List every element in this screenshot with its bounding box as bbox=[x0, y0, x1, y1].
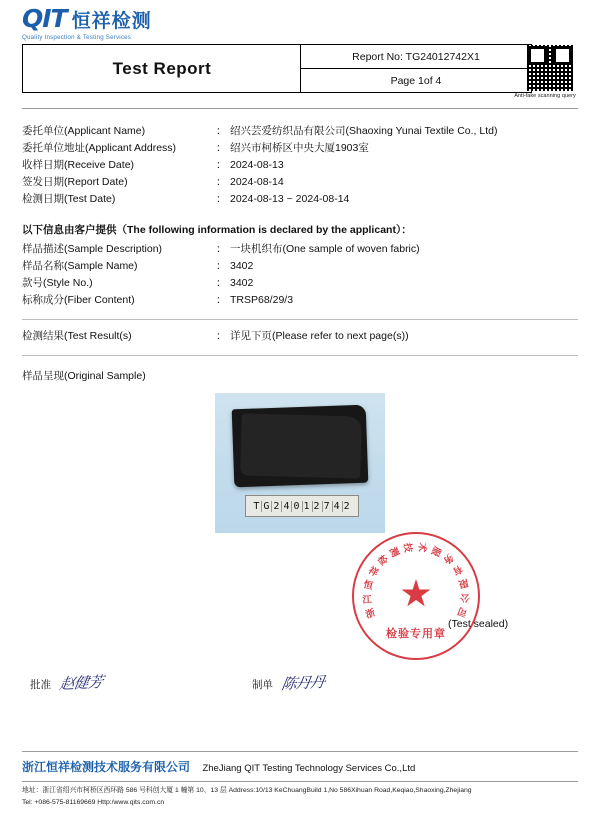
tag-char: 2 bbox=[313, 500, 321, 512]
declared-info-heading: 以下信息由客户提供（The following information is declared by the applicant）： bbox=[22, 224, 412, 236]
approver-label: 批准 bbox=[30, 679, 51, 691]
info-label: 委托单位(Applicant Name) bbox=[22, 125, 146, 137]
info-colon: ： bbox=[216, 243, 227, 255]
sample-id-tag bbox=[245, 495, 359, 517]
info-colon: ： bbox=[216, 193, 227, 205]
sample-photo bbox=[215, 393, 385, 533]
seal-arc-char: 恒 bbox=[362, 579, 375, 593]
info-value: 2024-08-13 bbox=[230, 159, 284, 171]
info-label: 签发日期(Report Date) bbox=[22, 176, 128, 188]
info-colon: ： bbox=[216, 159, 227, 171]
seal-arc-char: 技 bbox=[401, 542, 414, 554]
info-value: TRSP68/29/3 bbox=[230, 294, 294, 306]
info-label: 样品描述(Sample Description) bbox=[22, 243, 163, 255]
signature-row bbox=[22, 668, 578, 694]
seal-arc-char: 测 bbox=[386, 545, 401, 560]
header-divider bbox=[22, 108, 578, 109]
page-number: Page 1of 4 bbox=[390, 74, 442, 87]
info-colon: ： bbox=[216, 277, 227, 289]
info-label: 委托单位地址(Applicant Address) bbox=[22, 142, 177, 154]
info-value: 绍兴市柯桥区中央大厦1903室 bbox=[230, 142, 369, 154]
tag-char: G bbox=[263, 500, 271, 512]
info-value: 一块机织布(One sample of woven fabric) bbox=[230, 243, 420, 255]
report-title-box bbox=[22, 44, 301, 93]
tag-char: 2 bbox=[343, 500, 351, 512]
result-divider-top bbox=[22, 319, 578, 320]
info-value: 2024-08-14 bbox=[230, 176, 284, 188]
info-row bbox=[22, 157, 578, 174]
page-title: Test Report bbox=[112, 58, 212, 78]
report-meta-box bbox=[300, 44, 532, 93]
footer-address: 地址：浙江省绍兴市柯桥区西环路 586 号科创大厦 1 幢第 10、13 层 Address:10/13 KeChuangBuild 1,No 586Xihuan Road,Keqiao,Shaoxing,Zhejiang bbox=[22, 786, 472, 794]
info-colon: ： bbox=[216, 142, 227, 154]
info-colon: ： bbox=[216, 176, 227, 188]
seal-arc-char: 务 bbox=[440, 551, 456, 566]
applicant-info-table bbox=[22, 123, 578, 208]
info-colon: ： bbox=[216, 330, 227, 342]
tag-char: 2 bbox=[273, 500, 281, 512]
logo-tagline: Quality Inspection & Testing Services bbox=[22, 34, 132, 41]
company-seal-block bbox=[352, 532, 552, 660]
qr-caption: Anti-fake scanning query bbox=[514, 93, 576, 99]
company-seal bbox=[352, 532, 480, 660]
info-value: 绍兴芸爱纺织品有限公司(Shaoxing Yunai Textile Co., Ltd) bbox=[230, 125, 498, 137]
result-divider-bottom bbox=[22, 355, 578, 356]
seal-arc-char: 司 bbox=[456, 604, 469, 619]
qr-code-icon[interactable] bbox=[527, 45, 573, 91]
company-logo bbox=[22, 6, 202, 41]
info-colon: ： bbox=[216, 294, 227, 306]
info-row bbox=[22, 258, 578, 275]
seal-bottom-text: 检验专用章 bbox=[386, 628, 446, 640]
maker-label: 制单 bbox=[252, 679, 273, 691]
footer-contact: Tel: +086-575-81169669 Http:/www.qits.com.cn bbox=[22, 798, 165, 806]
maker-signature: 陈丹丹 bbox=[280, 674, 326, 694]
test-result-block bbox=[22, 328, 578, 345]
info-label: 检测结果(Test Result(s) bbox=[22, 330, 132, 342]
info-row bbox=[22, 174, 578, 191]
logo-qit-text: QIT bbox=[22, 4, 67, 33]
seal-arc-char: 有 bbox=[450, 562, 465, 577]
logo-chinese-text: 恒祥检测 bbox=[71, 11, 152, 32]
info-value: 2024-08-13 ~ 2024-08-14 bbox=[230, 193, 350, 205]
seal-arc-char: 术 bbox=[415, 541, 428, 553]
seal-arc-char: 公 bbox=[459, 591, 471, 603]
report-footer bbox=[22, 751, 578, 807]
report-header bbox=[22, 0, 578, 106]
info-label: 检测日期(Test Date) bbox=[22, 193, 116, 205]
footer-divider-top bbox=[22, 751, 578, 752]
footer-company-en: ZheJiang QIT Testing Technology Services Co.,Ltd bbox=[202, 762, 416, 774]
info-row bbox=[22, 292, 578, 309]
approver-block bbox=[30, 672, 102, 693]
tag-char: 4 bbox=[333, 500, 341, 512]
original-sample-label: 样品呈现(Original Sample) bbox=[22, 370, 146, 382]
info-label: 款号(Style No.) bbox=[22, 277, 93, 289]
info-row bbox=[22, 275, 578, 292]
footer-company-line bbox=[22, 758, 578, 776]
tag-char: 0 bbox=[293, 500, 301, 512]
footer-divider-mid bbox=[22, 781, 578, 782]
tag-char: 7 bbox=[323, 500, 331, 512]
info-label: 样品名称(Sample Name) bbox=[22, 260, 138, 272]
report-number: Report No: TG24012742X1 bbox=[301, 45, 531, 69]
declared-info-table bbox=[22, 241, 578, 309]
info-row bbox=[22, 241, 578, 258]
info-value: 详见下页(Please refer to next page(s)) bbox=[230, 330, 409, 342]
seal-arc-char: 限 bbox=[457, 576, 470, 590]
footer-company-cn: 浙江恒祥检测技术服务有限公司 bbox=[22, 759, 191, 774]
maker-block bbox=[252, 672, 324, 693]
tag-char: T bbox=[253, 500, 261, 512]
seal-arc-char: 服 bbox=[428, 544, 443, 558]
info-row bbox=[22, 123, 578, 140]
seal-arc-char: 祥 bbox=[366, 565, 381, 580]
info-row bbox=[22, 140, 578, 157]
seal-note: (Test sealed) bbox=[448, 618, 509, 630]
qr-code-block bbox=[514, 45, 578, 99]
info-value: 3402 bbox=[230, 260, 254, 272]
tag-char: 4 bbox=[283, 500, 291, 512]
info-colon: ： bbox=[216, 125, 227, 137]
info-colon: ： bbox=[216, 260, 227, 272]
info-row bbox=[22, 191, 578, 208]
fabric-swatch-fold bbox=[240, 413, 362, 478]
approver-signature: 赵健芳 bbox=[58, 674, 104, 694]
tag-char: 1 bbox=[303, 500, 311, 512]
info-label: 标称成分(Fiber Content) bbox=[22, 294, 135, 306]
info-row bbox=[22, 328, 578, 345]
seal-arc-char: 江 bbox=[362, 594, 373, 606]
seal-arc-char: 浙 bbox=[364, 607, 377, 621]
info-value: 3402 bbox=[230, 277, 254, 289]
info-label: 收样日期(Receive Date) bbox=[22, 159, 135, 171]
seal-arc-char: 检 bbox=[374, 553, 390, 568]
